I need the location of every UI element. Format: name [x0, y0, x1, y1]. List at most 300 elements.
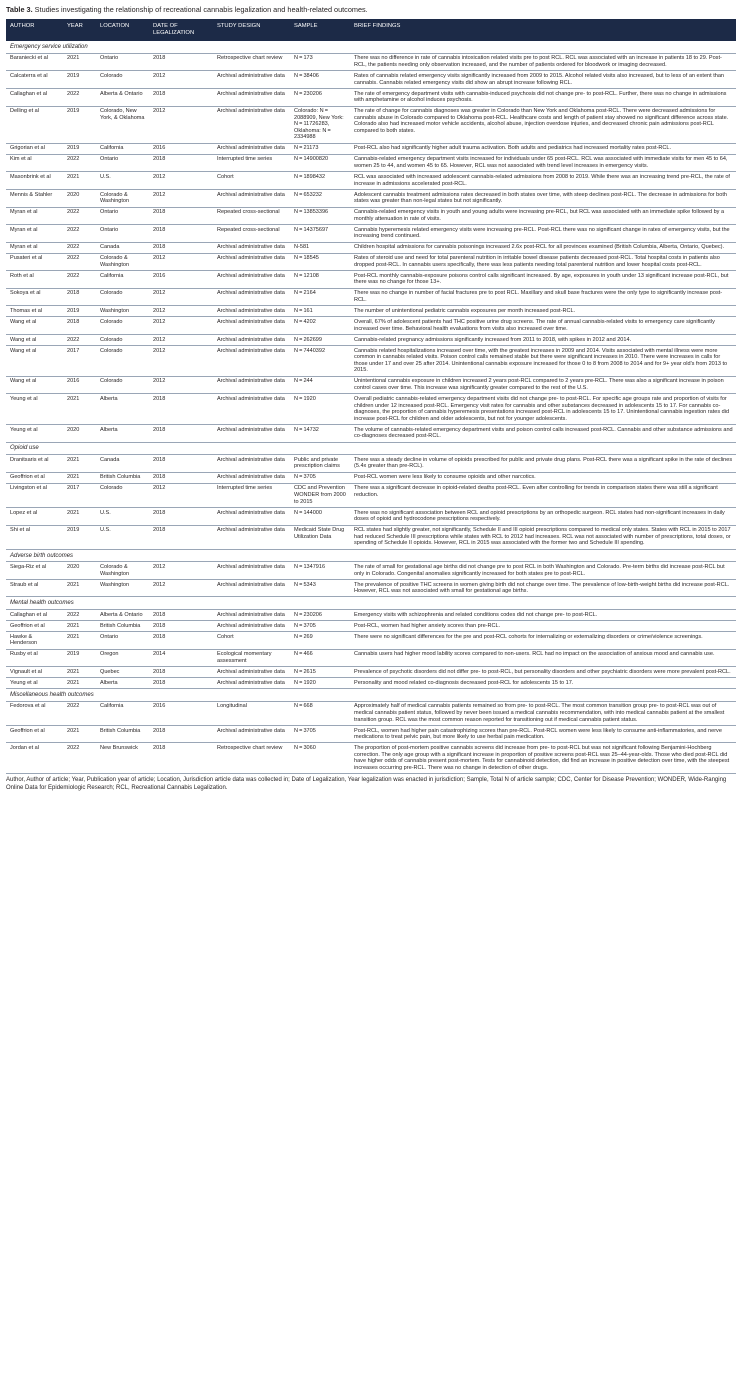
cell-date-of-legalization: 2012 — [149, 190, 213, 208]
section-title: Emergency service utilization — [6, 41, 736, 53]
cell-brief-findings: Overall, 67% of adolescent patients had THC positive urine drug screens. The rate of annual cannabis-related visits to emergency care significantly increased over time. Behavioral health evaluations from visits also increased over time. — [350, 317, 736, 335]
cell-date-of-legalization: 2018 — [149, 525, 213, 549]
cell-study-design: Archival administrative data — [213, 525, 290, 549]
cell-location: California — [96, 701, 149, 725]
table-row — [6, 632, 736, 650]
cell-sample: N = 14375697 — [290, 225, 350, 243]
cell-year: 2020 — [63, 562, 96, 580]
cell-date-of-legalization: 2012 — [149, 335, 213, 346]
cell-brief-findings: Adolescent cannabis treatment admissions rates decreased in both states over time, with steep declines post-RCL. The decrease in admissions for both states was greater than non-legal states but not significantly. — [350, 190, 736, 208]
cell-date-of-legalization: 2012 — [149, 172, 213, 190]
table-row — [6, 346, 736, 377]
header-row — [6, 19, 736, 41]
table-row — [6, 425, 736, 443]
cell-date-of-legalization: 2018 — [149, 725, 213, 743]
cell-study-design: Archival administrative data — [213, 335, 290, 346]
cell-year: 2019 — [63, 525, 96, 549]
cell-brief-findings: There was no difference in rate of cannabis intoxication related visits pre to post RCL. RCL was associated with an increase in patients 18 to 29. Post-RCL, the patients needing only observation increased, and the number of patients ordered for bloodwork or imaging decreased. — [350, 53, 736, 71]
cell-year: 2021 — [63, 632, 96, 650]
table-row — [6, 743, 736, 774]
cell-brief-findings: The rate of change for cannabis diagnoses was greater in Colorado than New York and Oklahoma post-RCL. There were decreased admissions for cannabis abuse in Colorado compared to Oklahoma post-RCL. Healthcare costs and length of patient stay showed no significant difference across state. Colorado also had increased motor vehicle accidents, alcohol abuse, injection overdose injuries, and decreased chronic pain admissions post-RCL compared to both states. — [350, 106, 736, 143]
cell-study-design: Interrupted time series — [213, 154, 290, 172]
cell-author: Wang et al — [6, 376, 63, 394]
cell-year: 2016 — [63, 376, 96, 394]
cell-sample: N = 3705 — [290, 621, 350, 632]
cell-sample: CDC and Prevention WONDER from 2000 to 2015 — [290, 483, 350, 507]
cell-date-of-legalization: 2016 — [149, 701, 213, 725]
cell-date-of-legalization: 2018 — [149, 88, 213, 106]
cell-date-of-legalization: 2018 — [149, 621, 213, 632]
table-row — [6, 667, 736, 678]
cell-location: Colorado — [96, 346, 149, 377]
table-body — [6, 41, 736, 774]
cell-author: Grigorian et al — [6, 143, 63, 154]
cell-sample: N = 2615 — [290, 667, 350, 678]
studies-table — [6, 19, 736, 774]
column-header-sample: SAMPLE — [290, 19, 350, 41]
cell-location: Ontario — [96, 53, 149, 71]
cell-year: 2022 — [63, 225, 96, 243]
cell-date-of-legalization: 2018 — [149, 154, 213, 172]
table-row — [6, 678, 736, 689]
cell-date-of-legalization: 2012 — [149, 579, 213, 597]
cell-study-design: Archival administrative data — [213, 71, 290, 89]
cell-year: 2022 — [63, 154, 96, 172]
cell-year: 2019 — [63, 306, 96, 317]
cell-sample: N = 1898432 — [290, 172, 350, 190]
cell-location: Ontario — [96, 632, 149, 650]
cell-year: 2021 — [63, 725, 96, 743]
cell-year: 2019 — [63, 143, 96, 154]
cell-author: Wang et al — [6, 346, 63, 377]
cell-location: Alberta — [96, 678, 149, 689]
cell-date-of-legalization: 2014 — [149, 649, 213, 667]
cell-brief-findings: The rate of emergency department visits with cannabis-induced psychosis did not change pre- to post-RCL. Further, there was no change in admissions with amphetamine or alcohol induces psychosis. — [350, 88, 736, 106]
cell-author: Shi et al — [6, 525, 63, 549]
cell-sample: N = 3705 — [290, 725, 350, 743]
cell-study-design: Retrospective chart review — [213, 53, 290, 71]
cell-location: British Columbia — [96, 621, 149, 632]
cell-location: Colorado & Washington — [96, 253, 149, 271]
table-row — [6, 508, 736, 526]
cell-brief-findings: Post-RCL women were less likely to consume opioids and other narcotics. — [350, 472, 736, 483]
cell-study-design: Cohort — [213, 632, 290, 650]
cell-year: 2019 — [63, 649, 96, 667]
cell-year: 2021 — [63, 621, 96, 632]
cell-author: Myran et al — [6, 207, 63, 225]
cell-location: Colorado — [96, 483, 149, 507]
cell-brief-findings: Personality and mood related co-diagnosis decreased post-RCL for adolescents 15 to 17. — [350, 678, 736, 689]
cell-date-of-legalization: 2018 — [149, 667, 213, 678]
cell-date-of-legalization: 2012 — [149, 306, 213, 317]
cell-author: Fedorova et al — [6, 701, 63, 725]
section-title: Mental health outcomes — [6, 597, 736, 610]
cell-author: Siega-Riz et al — [6, 562, 63, 580]
cell-sample: N = 12108 — [290, 271, 350, 289]
cell-sample: N = 269 — [290, 632, 350, 650]
cell-date-of-legalization: 2012 — [149, 71, 213, 89]
cell-sample: N = 2164 — [290, 288, 350, 306]
table-caption-text: Studies investigating the relationship of recreational cannabis legalization and health-related outcomes. — [34, 5, 368, 14]
cell-sample: N = 14900820 — [290, 154, 350, 172]
cell-brief-findings: Rates of steroid use and need for total parenteral nutrition in irritable bowel disease patients decreased post-RCL. Total hospital costs in patients also dropped post-RCL. In cannabis users specifically, there was less patients needing total parenteral nutrition and lower hospital costs post-RCL. — [350, 253, 736, 271]
cell-location: Alberta — [96, 425, 149, 443]
cell-brief-findings: RCL was associated with increased adolescent cannabis-related admissions from 2008 to 2019. While there was an increasing trend pre-RCL, the rate of increase in admissions accelerated post-RCL. — [350, 172, 736, 190]
cell-sample: N = 7440392 — [290, 346, 350, 377]
cell-study-design: Archival administrative data — [213, 106, 290, 143]
cell-location: Colorado — [96, 317, 149, 335]
table-row — [6, 172, 736, 190]
cell-brief-findings: There was a significant decrease in opioid-related deaths post-RCL. Even after controlling for trends in comparison states there was still a significant reduction. — [350, 483, 736, 507]
cell-date-of-legalization: 2012 — [149, 483, 213, 507]
cell-date-of-legalization: 2018 — [149, 743, 213, 774]
cell-location: New Brunswick — [96, 743, 149, 774]
cell-year: 2022 — [63, 271, 96, 289]
cell-location: California — [96, 271, 149, 289]
table-row — [6, 190, 736, 208]
cell-brief-findings: Cannabis related hospitalizations increased over time, with the greatest increases in 2009 and 2014. Visits associated with mental illness were more common in cannabis related visits. Poison control calls remained stable but there were significant increases in 2010. There were increases in calls for those under 17 and over 25 after 2014. Unintentional cannabis exposure increased for those 0 to 8 from 2008 to 2014 and for 9+ year old's from 2013 to 2015. — [350, 346, 736, 377]
cell-brief-findings: The volume of cannabis-related emergency department visits and poison control calls increased post-RCL. Cannabis and other substance admissions and co-diagnoses decreased post-RCL. — [350, 425, 736, 443]
column-header-year: YEAR — [63, 19, 96, 41]
cell-location: Colorado — [96, 376, 149, 394]
cell-author: Myran et al — [6, 225, 63, 243]
cell-brief-findings: The rate of small for gestational age births did not change pre to post RCL in both Washington and Colorado. Pre-term births did increase post-RCL but only in Colorado. Congenital anomalies significantly increased for both states pre to post-RCL. — [350, 562, 736, 580]
cell-study-design: Archival administrative data — [213, 394, 290, 425]
section-row — [6, 597, 736, 610]
cell-author: Wang et al — [6, 335, 63, 346]
cell-author: Dranitsaris et al — [6, 455, 63, 473]
cell-study-design: Archival administrative data — [213, 667, 290, 678]
cell-study-design: Archival administrative data — [213, 621, 290, 632]
table-row — [6, 579, 736, 597]
cell-brief-findings: RCL states had slightly greater, not significantly, Schedule II and III opioid prescriptions compared to medical only states. States with RCL in 2015 to 2017 had reduced Schedule III prescriptions while states with RCL to 2012 had increases. RCL was not associated with number of prescriptions, total doses, or spending of Schedule II opioids. However, RCL in 2015 was associated with the former two and Schedule III spending. — [350, 525, 736, 549]
cell-location: U.S. — [96, 525, 149, 549]
column-header-brief-findings: BRIEF FINDINGS — [350, 19, 736, 41]
cell-study-design: Archival administrative data — [213, 306, 290, 317]
cell-year: 2021 — [63, 394, 96, 425]
section-row — [6, 549, 736, 562]
table-row — [6, 649, 736, 667]
cell-date-of-legalization: 2012 — [149, 346, 213, 377]
cell-year: 2022 — [63, 88, 96, 106]
cell-study-design: Archival administrative data — [213, 376, 290, 394]
cell-sample: N = 4202 — [290, 317, 350, 335]
cell-sample: N = 161 — [290, 306, 350, 317]
table-row — [6, 271, 736, 289]
cell-year: 2019 — [63, 106, 96, 143]
cell-location: U.S. — [96, 172, 149, 190]
cell-year: 2022 — [63, 335, 96, 346]
cell-year: 2019 — [63, 71, 96, 89]
cell-author: Livingston et al — [6, 483, 63, 507]
cell-author: Jordan et al — [6, 743, 63, 774]
section-row — [6, 41, 736, 53]
cell-brief-findings: Overall pediatric cannabis-related emergency department visits did not change pre- to post-RCL. For specific age groups rate and proportion of visits for children under 12 increased post-RCL. Emergency visit rates for cannabis and other substances decreased in adolescents 15 to 17. For cannabis co-diagnoses, the proportion of cannabis hyperemesis presentations increased post-RCL in adolescents 15 to 17. Unintentional cannabis ingestion rates did increase post-RCL for children and older adolescents, but not for younger adolescents. — [350, 394, 736, 425]
table-caption — [6, 5, 736, 15]
cell-sample: N = 1347916 — [290, 562, 350, 580]
cell-brief-findings: The number of unintentional pediatric cannabis exposures per month increased post-RCL. — [350, 306, 736, 317]
cell-author: Sokoya et al — [6, 288, 63, 306]
cell-study-design: Archival administrative data — [213, 317, 290, 335]
cell-brief-findings: There were no significant differences for the pre and post-RCL cohorts for internalizing or externalizing disorders or crime/violence screenings. — [350, 632, 736, 650]
table-row — [6, 335, 736, 346]
cell-location: Quebec — [96, 667, 149, 678]
cell-sample: N = 21173 — [290, 143, 350, 154]
cell-date-of-legalization: 2018 — [149, 610, 213, 621]
cell-location: Washington — [96, 579, 149, 597]
column-header-location: LOCATION — [96, 19, 149, 41]
cell-year: 2022 — [63, 701, 96, 725]
cell-brief-findings: There was no change in number of facial fractures pre to post RCL. Maxillary and skull base fractures were the only type to significantly increase post-RCL. — [350, 288, 736, 306]
cell-study-design: Archival administrative data — [213, 678, 290, 689]
cell-brief-findings: Cannabis-related emergency visits in youth and young adults were increasing pre-RCL, but RCL was associated with an immediate spike followed by a monthly attenuation in rate of visits. — [350, 207, 736, 225]
cell-author: Masonbrink et al — [6, 172, 63, 190]
cell-sample: N = 230206 — [290, 88, 350, 106]
cell-location: Colorado & Washington — [96, 190, 149, 208]
cell-study-design: Archival administrative data — [213, 253, 290, 271]
cell-date-of-legalization: 2018 — [149, 53, 213, 71]
cell-year: 2017 — [63, 346, 96, 377]
cell-year: 2021 — [63, 579, 96, 597]
cell-study-design: Archival administrative data — [213, 579, 290, 597]
cell-author: Straub et al — [6, 579, 63, 597]
cell-study-design: Archival administrative data — [213, 425, 290, 443]
table-row — [6, 610, 736, 621]
cell-date-of-legalization: 2018 — [149, 632, 213, 650]
section-title: Adverse birth outcomes — [6, 549, 736, 562]
cell-year: 2021 — [63, 472, 96, 483]
cell-date-of-legalization: 2016 — [149, 271, 213, 289]
cell-study-design: Archival administrative data — [213, 288, 290, 306]
table-row — [6, 143, 736, 154]
cell-author: Roth et al — [6, 271, 63, 289]
cell-brief-findings: There was a steady decline in volume of opioids prescribed for public and private drug plans. Post-RCL there was a significant spike in the rate of declines (5.4x greater than pre-RCL). — [350, 455, 736, 473]
cell-date-of-legalization: 2018 — [149, 455, 213, 473]
cell-location: Alberta — [96, 394, 149, 425]
cell-author: Yeung et al — [6, 678, 63, 689]
cell-study-design: Archival administrative data — [213, 271, 290, 289]
cell-author: Geoffrion et al — [6, 621, 63, 632]
cell-brief-findings: The proportion of post-mortem positive cannabis screens did increase from pre- to post-RCL but was not significant following Benjamini-Hochberg correction. The only age group with a significant increase in proportion of positive screens post-RCL was 25–44-year-olds. Those who died post-RCL did have higher odds of cannabis present post-mortem. Tests for cannabinoid detection, did find an increase in positive detection over time, with the steepest increases occurring pre-RCL. There was no change in detection of other drugs. — [350, 743, 736, 774]
table-row — [6, 207, 736, 225]
cell-author: Geoffrion et al — [6, 725, 63, 743]
cell-brief-findings: The prevalence of positive THC screens in women giving birth did not change over time. The prevalence of low-birth-weight births did increase post-RCL. However, RCL was not associated with small for gestational age births. — [350, 579, 736, 597]
table-footnote: Author, Author of article; Year, Publication year of article; Location, Jurisdiction article data was collected in; Date of Legalization, Year legalization was enacted in jurisdiction; Sample, Total N of article sample; CDC, Center for Disease Prevention; WONDER, Wide-Ranging Online Data for Epidemiologic Research; RCL, Recreational Cannabis Legalization. — [6, 777, 727, 791]
cell-year: 2017 — [63, 483, 96, 507]
cell-location: Colorado & Washington — [96, 562, 149, 580]
table-row — [6, 701, 736, 725]
cell-study-design: Archival administrative data — [213, 562, 290, 580]
table-row — [6, 525, 736, 549]
cell-brief-findings: Cannabis users had higher mood lability scores compared to non-users. RCL had no impact on the association of anxious mood and cannabis use. — [350, 649, 736, 667]
cell-date-of-legalization: 2012 — [149, 376, 213, 394]
cell-sample: N = 466 — [290, 649, 350, 667]
cell-date-of-legalization: 2018 — [149, 242, 213, 253]
cell-date-of-legalization: 2018 — [149, 425, 213, 443]
cell-year: 2021 — [63, 678, 96, 689]
cell-sample: N = 14732 — [290, 425, 350, 443]
cell-sample: N = 244 — [290, 376, 350, 394]
cell-location: U.S. — [96, 508, 149, 526]
cell-brief-findings: Cannabis hyperemesis related emergency visits were increasing pre-RCL. Post-RCL there was no significant change in rates of emergency visits, but the increasing trend continued. — [350, 225, 736, 243]
cell-year: 2021 — [63, 508, 96, 526]
column-header-author: AUTHOR — [6, 19, 63, 41]
cell-author: Thomas et al — [6, 306, 63, 317]
cell-year: 2021 — [63, 455, 96, 473]
cell-year: 2021 — [63, 53, 96, 71]
table-row — [6, 725, 736, 743]
cell-location: Colorado — [96, 288, 149, 306]
cell-date-of-legalization: 2012 — [149, 106, 213, 143]
cell-year: 2022 — [63, 743, 96, 774]
cell-author: Rusby et al — [6, 649, 63, 667]
cell-date-of-legalization: 2018 — [149, 394, 213, 425]
cell-location: British Columbia — [96, 725, 149, 743]
cell-study-design: Archival administrative data — [213, 88, 290, 106]
cell-author: Callaghan et al — [6, 88, 63, 106]
cell-date-of-legalization: 2018 — [149, 225, 213, 243]
cell-date-of-legalization: 2018 — [149, 472, 213, 483]
cell-year: 2020 — [63, 425, 96, 443]
cell-location: Ontario — [96, 225, 149, 243]
cell-study-design: Archival administrative data — [213, 455, 290, 473]
table-header — [6, 19, 736, 41]
cell-year: 2021 — [63, 172, 96, 190]
cell-author: Geoffrion et al — [6, 472, 63, 483]
cell-location: Washington — [96, 306, 149, 317]
cell-year: 2018 — [63, 288, 96, 306]
cell-year: 2018 — [63, 317, 96, 335]
section-title: Opioid use — [6, 442, 736, 455]
cell-sample: Colorado: N = 2088909, New York: N = 11726283, Oklahoma: N = 2334988 — [290, 106, 350, 143]
cell-brief-findings: Post-RCL, women had higher anxiety scores than pre-RCL. — [350, 621, 736, 632]
cell-author: Wang et al — [6, 317, 63, 335]
cell-location: British Columbia — [96, 472, 149, 483]
cell-sample: Medicaid State Drug Utilization Data — [290, 525, 350, 549]
cell-location: Alberta & Ontario — [96, 610, 149, 621]
cell-location: Colorado — [96, 71, 149, 89]
cell-brief-findings: Post-RCL monthly cannabis-exposure poisons control calls significant increased. By age, exposures in youth under 13 significant increase post-RCL, but there was no change for those 13+. — [350, 271, 736, 289]
table-row — [6, 71, 736, 89]
column-header-date-of-legalization: DATE OF LEGALIZATION — [149, 19, 213, 41]
table-row — [6, 394, 736, 425]
cell-sample: N = 13853396 — [290, 207, 350, 225]
table-row — [6, 242, 736, 253]
cell-brief-findings: Emergency visits with schizophrenia and related conditions codes did not change pre- to post-RCL. — [350, 610, 736, 621]
table-row — [6, 376, 736, 394]
cell-location: Canada — [96, 242, 149, 253]
cell-year: 2022 — [63, 242, 96, 253]
cell-sample: N-581 — [290, 242, 350, 253]
table-row — [6, 53, 736, 71]
table-row — [6, 154, 736, 172]
table-row — [6, 455, 736, 473]
table-row — [6, 562, 736, 580]
cell-sample: N = 18545 — [290, 253, 350, 271]
cell-study-design: Ecological momentary assessment — [213, 649, 290, 667]
cell-study-design: Archival administrative data — [213, 346, 290, 377]
cell-study-design: Longitudinal — [213, 701, 290, 725]
cell-sample: N = 1920 — [290, 678, 350, 689]
cell-author: Yeung et al — [6, 394, 63, 425]
cell-year: 2022 — [63, 610, 96, 621]
cell-sample: N = 1920 — [290, 394, 350, 425]
cell-sample: Public and private prescription claims — [290, 455, 350, 473]
cell-sample: N = 653232 — [290, 190, 350, 208]
cell-author: Mennis & Stahler — [6, 190, 63, 208]
table-row — [6, 225, 736, 243]
cell-author: Hawke & Henderson — [6, 632, 63, 650]
cell-author: Pusateri et al — [6, 253, 63, 271]
cell-brief-findings: Post-RCL also had significantly higher adult trauma activation. Both adults and pediatrics had increased mortality rates post-RCL. — [350, 143, 736, 154]
cell-date-of-legalization: 2012 — [149, 253, 213, 271]
cell-study-design: Archival administrative data — [213, 472, 290, 483]
section-row — [6, 442, 736, 455]
cell-date-of-legalization: 2018 — [149, 207, 213, 225]
cell-author: Delling et al — [6, 106, 63, 143]
table-row — [6, 288, 736, 306]
cell-sample: N = 5343 — [290, 579, 350, 597]
cell-study-design: Interrupted time series — [213, 483, 290, 507]
cell-location: Oregon — [96, 649, 149, 667]
cell-author: Kim et al — [6, 154, 63, 172]
cell-brief-findings: Cannabis-related emergency department visits increased for individuals under 65 post-RCL. RCL was associated with immediate visits for men 45 to 64, women 25 to 44, and women 45 to 65. However, RCL was not associated with trend level increases in emergency visits. — [350, 154, 736, 172]
cell-location: California — [96, 143, 149, 154]
cell-study-design: Retrospective chart review — [213, 743, 290, 774]
cell-study-design: Archival administrative data — [213, 610, 290, 621]
cell-study-design: Archival administrative data — [213, 190, 290, 208]
cell-year: 2021 — [63, 667, 96, 678]
cell-study-design: Cohort — [213, 172, 290, 190]
cell-sample: N = 262699 — [290, 335, 350, 346]
section-title: Miscellaneous health outcomes — [6, 689, 736, 702]
table-row — [6, 621, 736, 632]
cell-author: Yeung et al — [6, 425, 63, 443]
cell-sample: N = 144000 — [290, 508, 350, 526]
table-caption-label: Table 3. — [6, 5, 33, 14]
cell-date-of-legalization: 2012 — [149, 288, 213, 306]
cell-location: Colorado, New York, & Oklahoma — [96, 106, 149, 143]
cell-author: Baraniecki et al — [6, 53, 63, 71]
cell-study-design: Archival administrative data — [213, 143, 290, 154]
cell-study-design: Archival administrative data — [213, 508, 290, 526]
cell-study-design: Repeated cross-sectional — [213, 207, 290, 225]
cell-brief-findings: There was no significant association between RCL and opioid prescriptions by an orthopedic surgeon. RCL states had non-significant increases in daily doses of opioid and hydrocodone prescriptions respectively. — [350, 508, 736, 526]
table-row — [6, 472, 736, 483]
cell-location: Alberta & Ontario — [96, 88, 149, 106]
table-row — [6, 253, 736, 271]
cell-study-design: Repeated cross-sectional — [213, 225, 290, 243]
cell-brief-findings: Rates of cannabis related emergency visits significantly increased from 2009 to 2015. Alcohol related visits also increased, but to less of an extent than cannabis. Cannabis related emergency visits did show an abrupt increase following RCL. — [350, 71, 736, 89]
cell-sample: N = 230206 — [290, 610, 350, 621]
table-row — [6, 88, 736, 106]
table-row — [6, 106, 736, 143]
cell-author: Lopez et al — [6, 508, 63, 526]
cell-year: 2022 — [63, 207, 96, 225]
cell-study-design: Archival administrative data — [213, 242, 290, 253]
cell-brief-findings: Post-RCL, women had higher pain catastrophizing scores than pre-RCL. Post-RCL women were less likely to consume anti-inflammatories, and nerve medications to treat pelvic pain, but more likely to use herbal pain medication. — [350, 725, 736, 743]
cell-brief-findings: Approximately half of medical cannabis patients remained so from pre- to post-RCL. The most common transition group pre- to post-RCL was out of medical cannabis patient status, followed by never been issued a medical cannabis recommendation, with into medical cannabis patient at the smallest transition group. RCL was the most common reason reported for transitioning out if medical cannabis patient status. — [350, 701, 736, 725]
table-row — [6, 483, 736, 507]
cell-author: Calcaterra et al — [6, 71, 63, 89]
cell-year: 2020 — [63, 190, 96, 208]
cell-location: Colorado — [96, 335, 149, 346]
section-row — [6, 689, 736, 702]
cell-brief-findings: Unintentional cannabis exposure in children increased 2 years post-RCL compared to 2 years pre-RCL. There was also a significant increase in poison control cases over time. This increase was significantly greater compared to the rest of the U.S. — [350, 376, 736, 394]
cell-brief-findings: Cannabis-related pregnancy admissions significantly increased from 2011 to 2018, with spikes in 2012 and 2014. — [350, 335, 736, 346]
cell-date-of-legalization: 2018 — [149, 508, 213, 526]
cell-author: Vignault et al — [6, 667, 63, 678]
